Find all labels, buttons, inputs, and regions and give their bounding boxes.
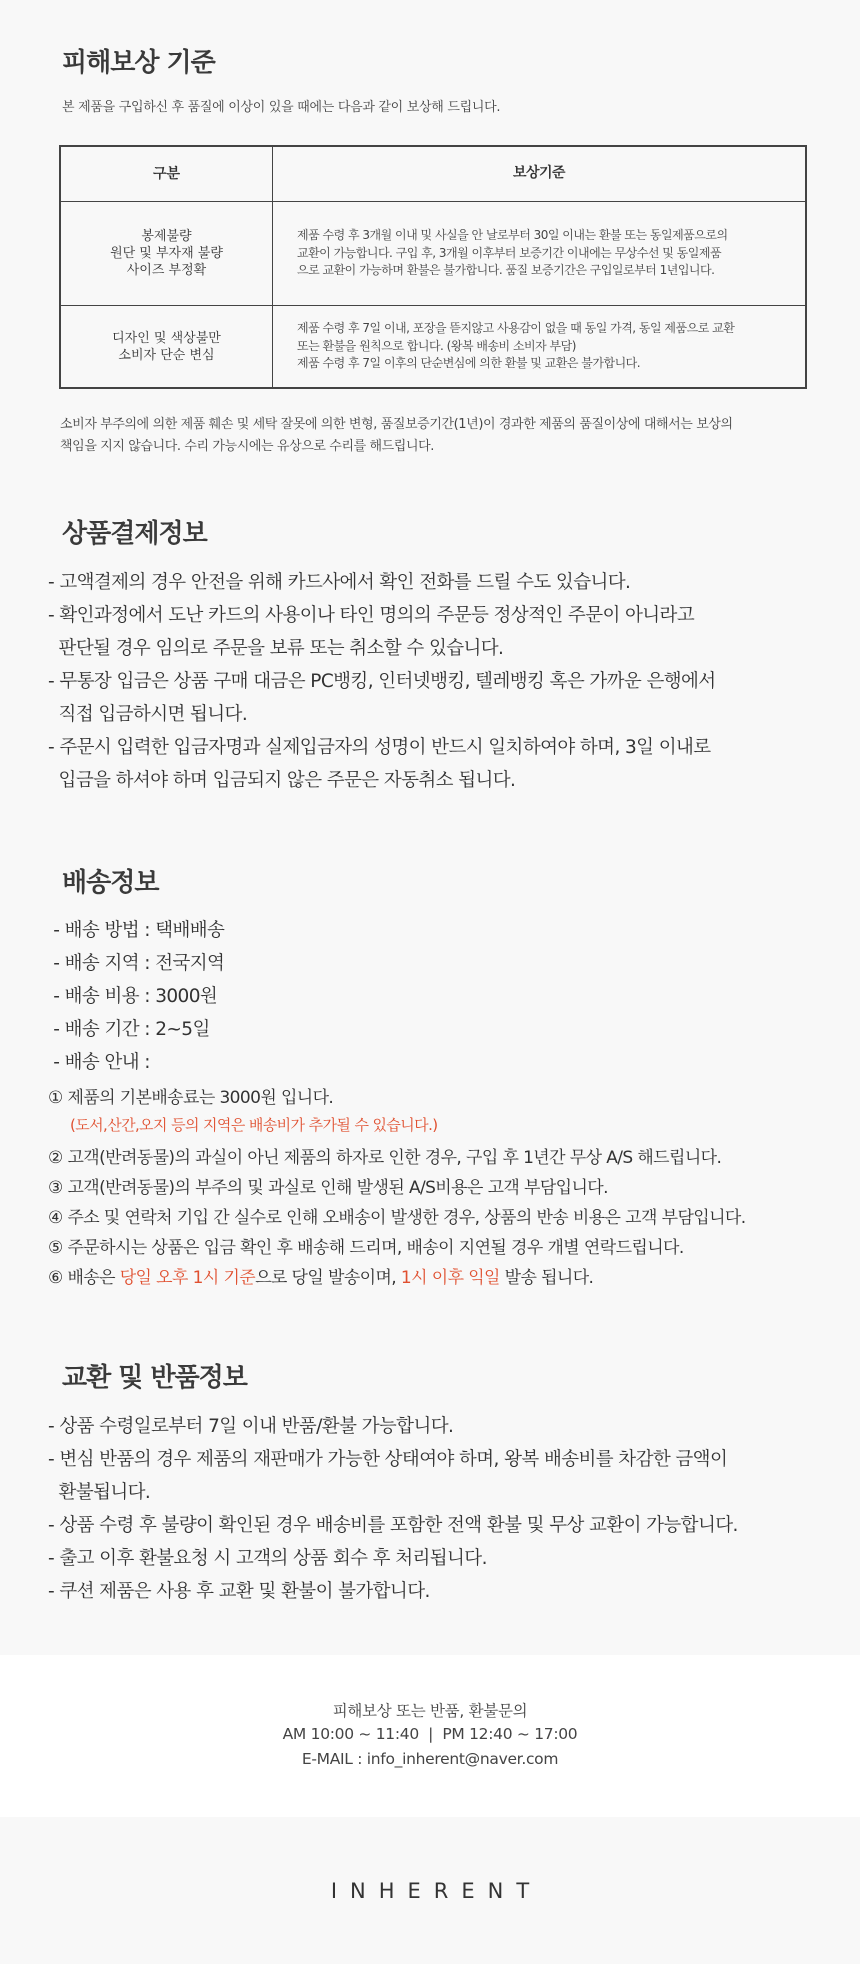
payment-line: - 고액결제의 경우 안전을 위해 카드사에서 확인 전화를 드릴 수도 있습니다. (48, 572, 631, 593)
payment-line: 직접 입금하시면 됩니다. (48, 704, 248, 725)
category-line: 사이즈 부정확 (126, 263, 207, 278)
payment-line: - 확인과정에서 도난 카드의 사용이나 타인 명의의 주문등 정상적인 주문이 아니라고 (48, 605, 695, 626)
notice-highlight: 당일 오후 1시 기준 (119, 1268, 256, 1288)
row-standard (273, 202, 805, 305)
table-row (61, 305, 805, 387)
notice-text: 발송 됩니다. (499, 1268, 594, 1288)
payment-line: - 주문시 입력한 입금자명과 실제입금자의 성명이 반드시 일치하여야 하며, 3일 이내로 (48, 737, 711, 758)
shipping-notice: ③ 고객(반려동물)의 부주의 및 과실로 인해 발생된 A/S비용은 고객 부담입니다. (48, 1178, 608, 1198)
shipping-notice (48, 1263, 593, 1288)
standard-line: 제품 수령 후 3개월 이내 및 사실을 안 날로부터 30일 이내는 환불 또는 동일제품으로의 (297, 228, 728, 243)
shipping-notice: ⑤ 주문하시는 상품은 입금 확인 후 배송해 드리며, 배송이 지연될 경우 개별 연락드립니다. (48, 1238, 684, 1258)
category-line: 원단 및 부자재 불량 (110, 246, 223, 261)
standard-line: 제품 수령 후 7일 이후의 단순변심에 의한 환불 및 교환은 불가합니다. (297, 356, 641, 371)
exchange-line: - 상품 수령 후 불량이 확인된 경우 배송비를 포함한 전액 환불 및 무상 교환이 가능합니다. (48, 1515, 738, 1536)
standard-line: 으로 교환이 가능하며 환불은 불가합니다. 품질 보증기간은 구입일로부터 1년입니다. (297, 263, 715, 278)
exchange-line: - 출고 이후 환불요청 시 고객의 상품 회수 후 처리됩니다. (48, 1548, 487, 1569)
contact-email: E-MAIL : info_inherent@naver.com (301, 1750, 559, 1768)
shipping-item: - 배송 비용 : 3000원 (48, 986, 218, 1007)
row-category (61, 202, 273, 305)
shipping-item: - 배송 방법 : 택배배송 (48, 920, 225, 941)
exchange-line: 환불됩니다. (48, 1482, 151, 1503)
table-row (61, 201, 805, 305)
table-header-row (61, 147, 805, 201)
compensation-intro: 본 제품을 구입하신 후 품질에 이상이 있을 때에는 다음과 같이 보상해 드립니다. (62, 100, 501, 115)
category-line: 봉제불량 (141, 229, 192, 244)
notice-text: 으로 당일 발송이며, (255, 1268, 401, 1288)
payment-title: 상품결제정보 (62, 519, 207, 549)
header-standard: 보상기준 (512, 165, 566, 182)
compensation-note (60, 414, 815, 458)
compensation-table (59, 145, 807, 389)
header-category: 구분 (61, 147, 273, 201)
exchange-line: - 상품 수령일로부터 7일 이내 반품/환불 가능합니다. (48, 1416, 454, 1437)
row-standard (273, 306, 805, 387)
category-line: 디자인 및 색상불만 (112, 330, 221, 346)
standard-line: 제품 수령 후 7일 이내, 포장을 뜯지않고 사용감이 없을 때 동일 가격, 동일 제품으로 교환 (297, 321, 735, 336)
contact-heading: 피해보상 또는 반품, 환불문의 (332, 1702, 528, 1720)
payment-line: 판단될 경우 임의로 주문을 보류 또는 취소할 수 있습니다. (48, 638, 504, 659)
contact-section (0, 1655, 860, 1817)
category-line: 소비자 단순 변심 (118, 347, 215, 363)
standard-line: 교환이 가능합니다. 구입 후, 3개월 이후부터 보증기간 이내에는 무상수선 및 동일제품 (297, 245, 722, 260)
shipping-item: - 배송 지역 : 전국지역 (48, 953, 225, 974)
standard-line: 또는 환불을 원칙으로 합니다. (왕복 배송비 소비자 부담) (297, 338, 576, 353)
contact-hours: AM 10:00 ~ 11:40 | PM 12:40 ~ 17:00 (282, 1725, 578, 1743)
shipping-notice: ① 제품의 기본배송료는 3000원 입니다. (48, 1088, 334, 1108)
note-line: 책임을 지지 않습니다. 수리 가능시에는 유상으로 수리를 해드립니다. (60, 439, 435, 454)
compensation-title: 피해보상 기준 (62, 48, 215, 78)
shipping-item: - 배송 기간 : 2~5일 (48, 1019, 210, 1040)
exchange-title: 교환 및 반품정보 (62, 1363, 247, 1393)
shipping-notice: ④ 주소 및 연락처 기입 간 실수로 인해 오배송이 발생한 경우, 상품의 반송 비용은 고객 부담입니다. (48, 1208, 746, 1228)
brand-logo: INHERENT (330, 1879, 543, 1903)
shipping-notice-sub: (도서,산간,오지 등의 지역은 배송비가 추가될 수 있습니다.) (70, 1116, 438, 1134)
payment-line: - 무통장 입금은 상품 구매 대금은 PC뱅킹, 인터넷뱅킹, 텔레뱅킹 혹은 가까운 은행에서 (48, 671, 716, 692)
row-category (61, 306, 273, 387)
payment-line: 입금을 하셔야 하며 입금되지 않은 주문은 자동취소 됩니다. (48, 770, 516, 791)
note-line: 소비자 부주의에 의한 제품 훼손 및 세탁 잘못에 의한 변형, 품질보증기간(1년)이 경과한 제품의 품질이상에 대해서는 보상의 (60, 417, 733, 432)
shipping-notice: ② 고객(반려동물)의 과실이 아닌 제품의 하자로 인한 경우, 구입 후 1년간 무상 A/S 해드립니다. (48, 1148, 722, 1168)
shipping-title: 배송정보 (62, 868, 159, 898)
exchange-line: - 변심 반품의 경우 제품의 재판매가 가능한 상태여야 하며, 왕복 배송비를 차감한 금액이 (48, 1449, 728, 1470)
exchange-line: - 쿠션 제품은 사용 후 교환 및 환불이 불가합니다. (48, 1581, 430, 1602)
notice-highlight: 1시 이후 익일 (400, 1268, 500, 1288)
shipping-item: - 배송 안내 : (48, 1052, 150, 1073)
notice-text: ⑥ 배송은 (48, 1268, 120, 1288)
